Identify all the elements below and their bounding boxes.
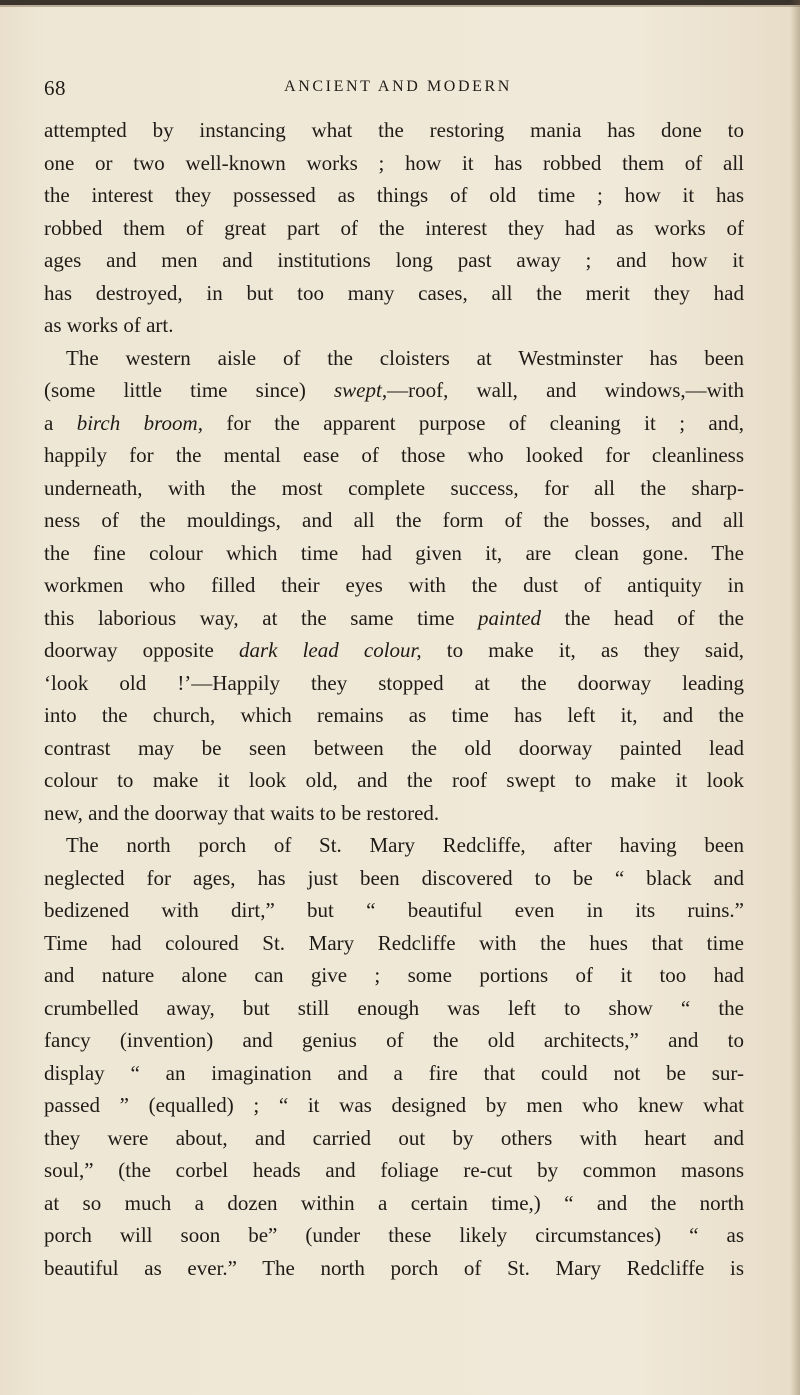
italic-text: painted bbox=[478, 605, 542, 630]
text-line bbox=[44, 602, 744, 635]
text-segment: Time had coloured St. Mary Redcliffe with the hues that time bbox=[44, 930, 744, 955]
text-segment: and nature alone can give ; some portions of it too had bbox=[44, 963, 744, 987]
text-line bbox=[44, 797, 744, 830]
text-segment: beautiful as ever.” The north porch of St. Mary Redcliffe is bbox=[44, 1255, 744, 1280]
text-line bbox=[44, 1057, 744, 1090]
text-segment: ‘look old !’—Happily they stopped at the doorway leading bbox=[44, 670, 744, 695]
text-segment: display “ an imagination and a fire that could not be sur- bbox=[44, 1060, 744, 1085]
text-segment: at so much a dozen within a certain time,) “ and the north bbox=[44, 1190, 744, 1215]
text-line bbox=[44, 537, 744, 570]
text-line bbox=[44, 959, 744, 992]
text-line bbox=[44, 374, 744, 407]
text-line bbox=[44, 894, 744, 927]
text-segment: into the church, which remains as time has left it, and the bbox=[44, 703, 744, 727]
text-segment: fancy (invention) and genius of the old architects,” and to bbox=[44, 1028, 744, 1052]
text-line bbox=[44, 1187, 744, 1220]
text-segment: porch will soon be” (under these likely circumstances) “ as bbox=[44, 1223, 744, 1247]
text-segment: doorway opposite bbox=[44, 638, 239, 662]
text-segment: underneath, with the most complete success, for all the sharp- bbox=[44, 475, 744, 500]
text-line bbox=[44, 634, 744, 667]
text-segment: happily for the mental ease of those who looked for cleanliness bbox=[44, 443, 744, 467]
italic-text: dark lead colour, bbox=[238, 638, 422, 662]
text-segment: —roof, wall, and windows,—with bbox=[387, 378, 745, 402]
text-segment: soul,” (the corbel heads and foliage re-cut by common masons bbox=[44, 1158, 744, 1182]
text-segment: for the apparent purpose of cleaning it ; and, bbox=[202, 410, 744, 435]
text-line bbox=[44, 764, 744, 797]
text-line bbox=[44, 1219, 744, 1252]
text-segment: new, and the doorway that waits to be restored. bbox=[44, 800, 440, 825]
top-border-shadow bbox=[0, 5, 800, 7]
text-segment: has destroyed, in but too many cases, all the merit they had bbox=[44, 280, 744, 305]
text-line bbox=[44, 309, 744, 342]
text-segment: bedizened with dirt,” but “ beautiful even in its ruins.” bbox=[44, 898, 744, 922]
text-segment: (some little time since) bbox=[44, 378, 334, 402]
text-segment: the interest they possessed as things of old time ; how it has bbox=[44, 183, 744, 207]
text-segment: as works of art. bbox=[44, 313, 174, 337]
body-text bbox=[44, 114, 744, 1284]
text-line bbox=[44, 829, 744, 862]
text-line bbox=[44, 342, 744, 375]
text-segment: to make it, as they said, bbox=[421, 638, 744, 662]
text-line bbox=[44, 927, 744, 960]
text-segment: this laborious way, at the same time bbox=[44, 605, 479, 630]
text-line bbox=[44, 179, 744, 212]
text-line bbox=[44, 732, 744, 765]
text-line bbox=[44, 992, 744, 1025]
text-line bbox=[44, 1252, 744, 1285]
page-number: 68 bbox=[44, 76, 66, 100]
text-line bbox=[44, 504, 744, 537]
text-segment: they were about, and carried out by others with heart and bbox=[44, 1125, 744, 1150]
text-line bbox=[44, 699, 744, 732]
italic-text: birch broom, bbox=[76, 410, 203, 435]
page-edge-shadow bbox=[790, 0, 800, 1395]
text-segment: ness of the mouldings, and all the form of the bosses, and all bbox=[44, 508, 744, 532]
text-segment: attempted by instancing what the restoring mania has done to bbox=[44, 118, 744, 142]
text-line bbox=[44, 439, 744, 472]
text-segment: The north porch of St. Mary Redcliffe, after having been bbox=[66, 833, 744, 857]
text-segment: contrast may be seen between the old doorway painted lead bbox=[44, 735, 744, 760]
text-segment: The western aisle of the cloisters at Westminster has been bbox=[66, 345, 744, 370]
text-segment: crumbelled away, but still enough was left to show “ the bbox=[44, 995, 744, 1020]
running-head: ANCIENT AND MODERN bbox=[284, 78, 512, 95]
text-line bbox=[44, 1122, 744, 1155]
text-segment: passed ” (equalled) ; “ it was designed by men who knew what bbox=[44, 1093, 744, 1117]
text-line bbox=[44, 244, 744, 277]
text-line bbox=[44, 569, 744, 602]
page-header bbox=[44, 76, 744, 100]
text-line bbox=[44, 407, 744, 440]
text-segment: a bbox=[44, 410, 77, 435]
text-segment: colour to make it look old, and the roof swept to make it look bbox=[44, 768, 744, 792]
text-segment: one or two well-known works ; how it has robbed them of all bbox=[44, 150, 744, 175]
text-segment: robbed them of great part of the interest they had as works of bbox=[44, 215, 744, 240]
text-segment: neglected for ages, has just been discovered to be “ black and bbox=[44, 865, 744, 890]
text-segment: the head of the bbox=[541, 605, 744, 630]
text-line bbox=[44, 212, 744, 245]
text-line bbox=[44, 1154, 744, 1187]
text-line bbox=[44, 472, 744, 505]
text-segment: ages and men and institutions long past away ; and how it bbox=[44, 248, 744, 272]
text-line bbox=[44, 277, 744, 310]
text-line bbox=[44, 147, 744, 180]
text-segment: the fine colour which time had given it, are clean gone. The bbox=[44, 540, 744, 565]
italic-text: swept, bbox=[334, 378, 388, 402]
text-line bbox=[44, 667, 744, 700]
text-line bbox=[44, 1024, 744, 1057]
text-line bbox=[44, 114, 744, 147]
text-segment: workmen who filled their eyes with the dust of antiquity in bbox=[44, 573, 744, 597]
text-line bbox=[44, 1089, 744, 1122]
text-line bbox=[44, 862, 744, 895]
